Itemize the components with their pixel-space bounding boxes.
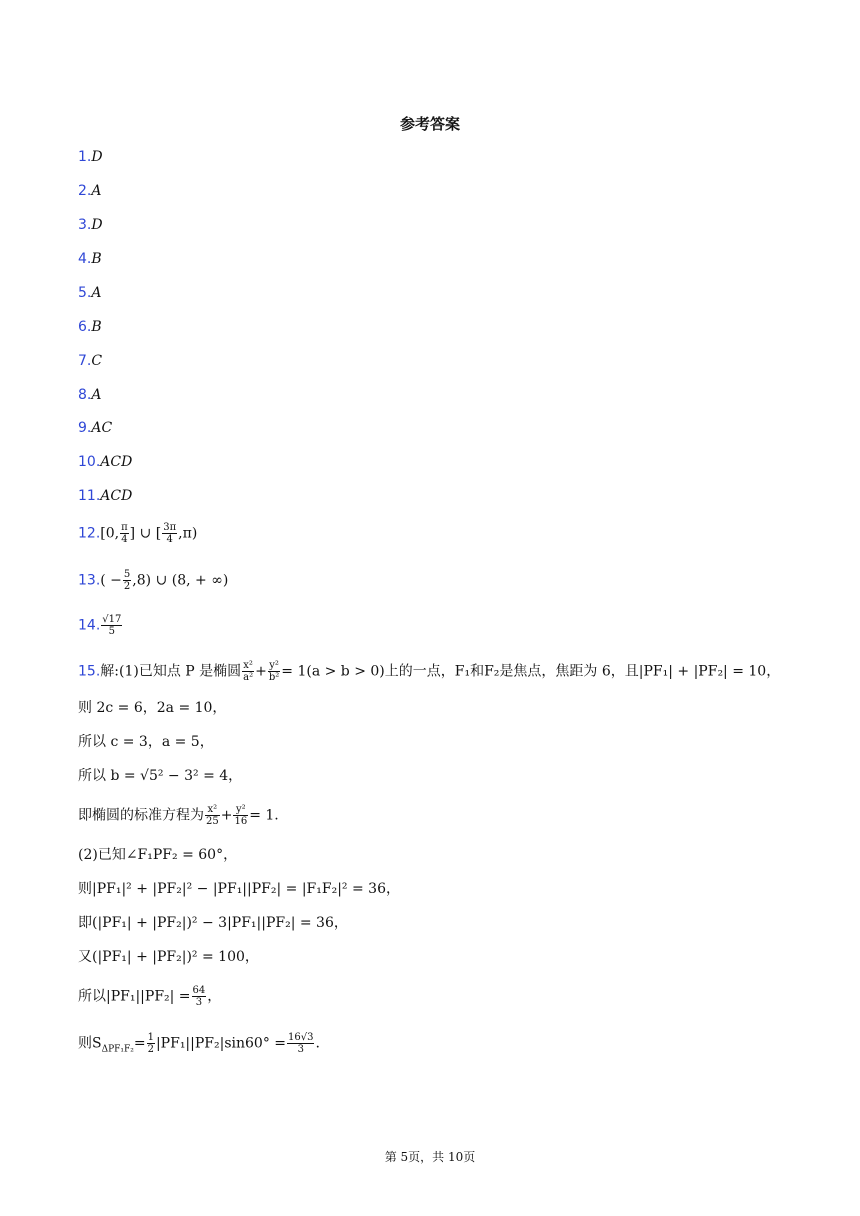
- fraction: $\frac{\text{y²}}{\text{b²}}$: [268, 660, 280, 683]
- fraction: $\frac{√17}{5}$: [102, 614, 122, 637]
- solution-line-4: 所以 b = √5² − 3² = 4，: [78, 768, 243, 784]
- fraction: $\frac{1}{2}$: [147, 1032, 154, 1055]
- solution-text: |PF₁||PF₂|sin60° =: [155, 1035, 287, 1052]
- fraction: $\frac{\pi}{4}$: [121, 522, 128, 545]
- answer-number: 2.: [78, 183, 92, 199]
- solution-line-6: (2)已知∠F₁PF₂ = 60°，: [78, 847, 238, 863]
- fraction: $\frac{\text{x²}}{25}$: [206, 804, 219, 827]
- answer-item: [78, 250, 102, 268]
- solution-text: 解:(1)已知点 P 是椭圆: [100, 663, 242, 680]
- answer-item: [78, 216, 103, 234]
- answer-number: 8.: [78, 387, 92, 403]
- answer-value: B: [91, 319, 102, 335]
- answer-value: C: [91, 353, 103, 369]
- answer-number: 12.: [78, 525, 101, 542]
- fraction: $\frac{64}{3}$: [192, 985, 206, 1008]
- answer-value: A: [91, 285, 102, 301]
- answer-item: [78, 419, 112, 437]
- fraction: $\frac{\text{x²}}{\text{a²}}$: [243, 660, 254, 683]
- solution-text: 则S: [78, 1035, 102, 1052]
- fraction: $\frac{3\pi}{4}$: [163, 522, 177, 545]
- solution-text: = 1(a > b > 0)上的一点，F₁和F₂是焦点，焦距为 6，且|PF₁| + |PF₂| = 10，: [281, 663, 781, 680]
- answer-text: ,π): [178, 525, 198, 542]
- answer-number: 3.: [78, 217, 92, 233]
- answer-value: D: [91, 149, 103, 165]
- solution-line-10: [78, 985, 221, 1008]
- answer-item: [78, 182, 101, 200]
- answer-number: 4.: [78, 251, 92, 267]
- solution-text: =: [133, 1035, 146, 1052]
- answer-number: 15.: [78, 663, 101, 680]
- answer-item: [78, 487, 132, 505]
- answer-value: ACD: [100, 454, 133, 470]
- solution-line-3: 所以 c = 3，a = 5，: [78, 734, 214, 750]
- answer-item: [78, 352, 102, 370]
- fraction: $\frac{\text{y²}}{16}$: [234, 804, 248, 827]
- page-footer: 第 5页，共 10页: [384, 1150, 476, 1164]
- solution-text: .: [315, 1035, 320, 1052]
- answer-value: ACD: [100, 488, 133, 504]
- solution-line-1: 15.解:(1)已知点 P 是椭圆 $\frac{\text{x²}}{\text{a²}}$ + $\frac{\text{y²}}{\text{b²}}$ = 1(a > b > 0)上的一点，F₁和F₂是焦点，焦距为 6，且|PF₁| + |PF₂| = 10，: [78, 660, 781, 683]
- answer-item: [78, 386, 101, 404]
- fraction: $\frac{5}{2}$: [123, 569, 131, 592]
- subscript: ΔPF₁F₂: [101, 1044, 134, 1055]
- solution-line-7: 则|PF₁|² + |PF₂|² − |PF₁||PF₂| = |F₁F₂|² = 36，: [78, 881, 400, 897]
- solution-line-11: [78, 1032, 320, 1059]
- solution-line-2: 则 2c = 6，2a = 10，: [78, 700, 227, 716]
- solution-text: 所以|PF₁||PF₂| =: [78, 988, 191, 1005]
- answer-text: ( −: [100, 572, 122, 589]
- answer-number: 13.: [78, 572, 101, 589]
- solution-text: ，: [207, 988, 222, 1005]
- answer-item: [78, 453, 132, 471]
- answer-item: [78, 148, 103, 166]
- solution-line-9: 又(|PF₁| + |PF₂|)² = 100，: [78, 949, 259, 965]
- answer-text: ] ∪ [: [129, 525, 162, 542]
- solution-text: 即椭圆的标准方程为: [78, 807, 204, 824]
- answer-text: ,8) ∪ (8, + ∞): [132, 572, 229, 589]
- answer-number: 5.: [78, 285, 92, 301]
- answer-number: 14.: [78, 617, 101, 634]
- fraction: $\frac{16√3}{3}$: [288, 1032, 314, 1055]
- answer-number: 7.: [78, 353, 92, 369]
- answer-number: 6.: [78, 319, 92, 335]
- answer-value: A: [91, 387, 102, 403]
- answer-item: [78, 318, 102, 336]
- answer-value: D: [91, 217, 103, 233]
- solution-text: = 1.: [249, 807, 279, 824]
- answer-value: A: [91, 183, 102, 199]
- answer-13: [78, 569, 228, 592]
- answer-item: [78, 284, 101, 302]
- answer-number: 10.: [78, 454, 101, 470]
- answer-number: 11.: [78, 488, 101, 504]
- answer-number: 1.: [78, 149, 92, 165]
- solution-line-5: 即椭圆的标准方程为 $\frac{\text{x²}}{25}$ + $\frac{\text{y²}}{16}$ = 1.: [78, 804, 279, 827]
- answer-text: [0,: [100, 525, 120, 542]
- answer-value: AC: [91, 420, 113, 436]
- solution-line-8: 即(|PF₁| + |PF₂|)² − 3|PF₁||PF₂| = 36，: [78, 915, 348, 931]
- answer-number: 9.: [78, 420, 92, 436]
- answer-12: [78, 522, 197, 545]
- page-title: 参考答案: [399, 115, 460, 133]
- answer-14: [78, 614, 123, 637]
- answer-value: B: [91, 251, 102, 267]
